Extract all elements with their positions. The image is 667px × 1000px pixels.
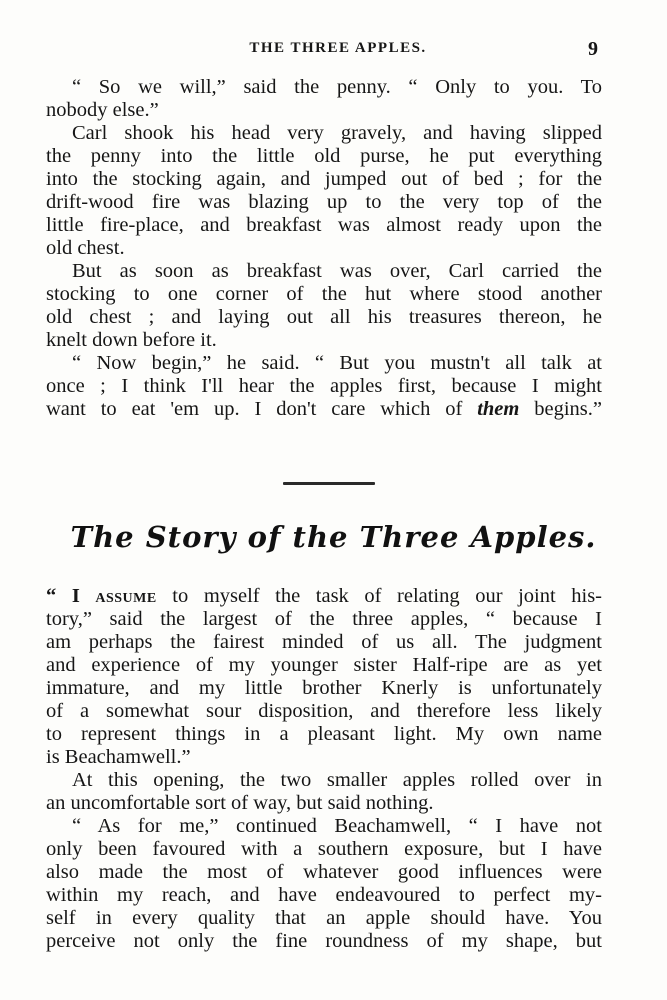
text-line: an uncomfortable sort of way, but said nothing. <box>46 792 434 814</box>
text-line: am perhaps the fairest minded of us all. The judgment <box>46 631 602 653</box>
text-line: “ So we will,” said the penny. “ Only to you. To <box>72 76 602 98</box>
text-line: the penny into the little old purse, he put everything <box>46 145 602 167</box>
text-line: within my reach, and have endeavoured to perfect my- <box>46 884 602 906</box>
text-line: and experience of my younger sister Half-ripe are as yet <box>46 654 602 676</box>
emphasis-them: them <box>477 398 520 420</box>
text-line: tory,” said the largest of the three apples, “ because I <box>46 608 602 630</box>
small-caps-word: assume <box>95 585 157 607</box>
text-section-2 <box>46 585 602 953</box>
text-line <box>46 585 602 608</box>
text-line: drift-wood fire was blazing up to the very top of the <box>46 191 602 213</box>
text-line: is Beachamwell.” <box>46 746 191 768</box>
text-line: But as soon as breakfast was over, Carl carried the <box>72 260 602 282</box>
text-line: nobody else.” <box>46 99 159 121</box>
text-line: once ; I think I'll hear the apples first, because I might <box>46 375 602 397</box>
text-run: to myself the task of relating our joint his- <box>156 585 602 607</box>
text-line: of a somewhat sour disposition, and therefore less likely <box>46 700 602 722</box>
text-line: into the stocking again, and jumped out of bed ; for the <box>46 168 602 190</box>
text-line: also made the most of whatever good influences were <box>46 861 602 883</box>
text-run: begins.” <box>519 398 602 420</box>
section-divider <box>283 482 375 485</box>
text-line: Carl shook his head very gravely, and having slipped <box>72 122 602 144</box>
text-line: immature, and my little brother Knerly is unfortunately <box>46 677 602 699</box>
text-line: old chest ; and laying out all his treasures thereon, he <box>46 306 602 328</box>
text-run: “ I <box>46 585 96 607</box>
page-number: 9 <box>588 38 598 60</box>
running-title: THE THREE APPLES. <box>249 40 427 56</box>
text-line: little fire-place, and breakfast was almost ready upon the <box>46 214 602 236</box>
text-line: self in every quality that an apple should have. You <box>46 907 602 929</box>
text-line: perceive not only the fine roundness of my shape, but <box>46 930 602 952</box>
page-header <box>78 40 598 64</box>
text-section-1 <box>46 76 602 421</box>
text-line: stocking to one corner of the hut where stood another <box>46 283 602 305</box>
text-line <box>46 398 602 421</box>
text-line: knelt down before it. <box>46 329 217 351</box>
text-line: At this opening, the two smaller apples rolled over in <box>72 769 602 791</box>
text-line: to represent things in a pleasant light. My own name <box>46 723 602 745</box>
text-line: “ As for me,” continued Beachamwell, “ I have not <box>72 815 602 837</box>
text-line: only been favoured with a southern exposure, but I have <box>46 838 602 860</box>
story-title: The Story of the Three Apples. <box>70 520 597 554</box>
text-run: want to eat 'em up. I don't care which of <box>46 398 478 420</box>
text-line: “ Now begin,” he said. “ But you mustn't all talk at <box>72 352 602 374</box>
text-line: old chest. <box>46 237 125 259</box>
